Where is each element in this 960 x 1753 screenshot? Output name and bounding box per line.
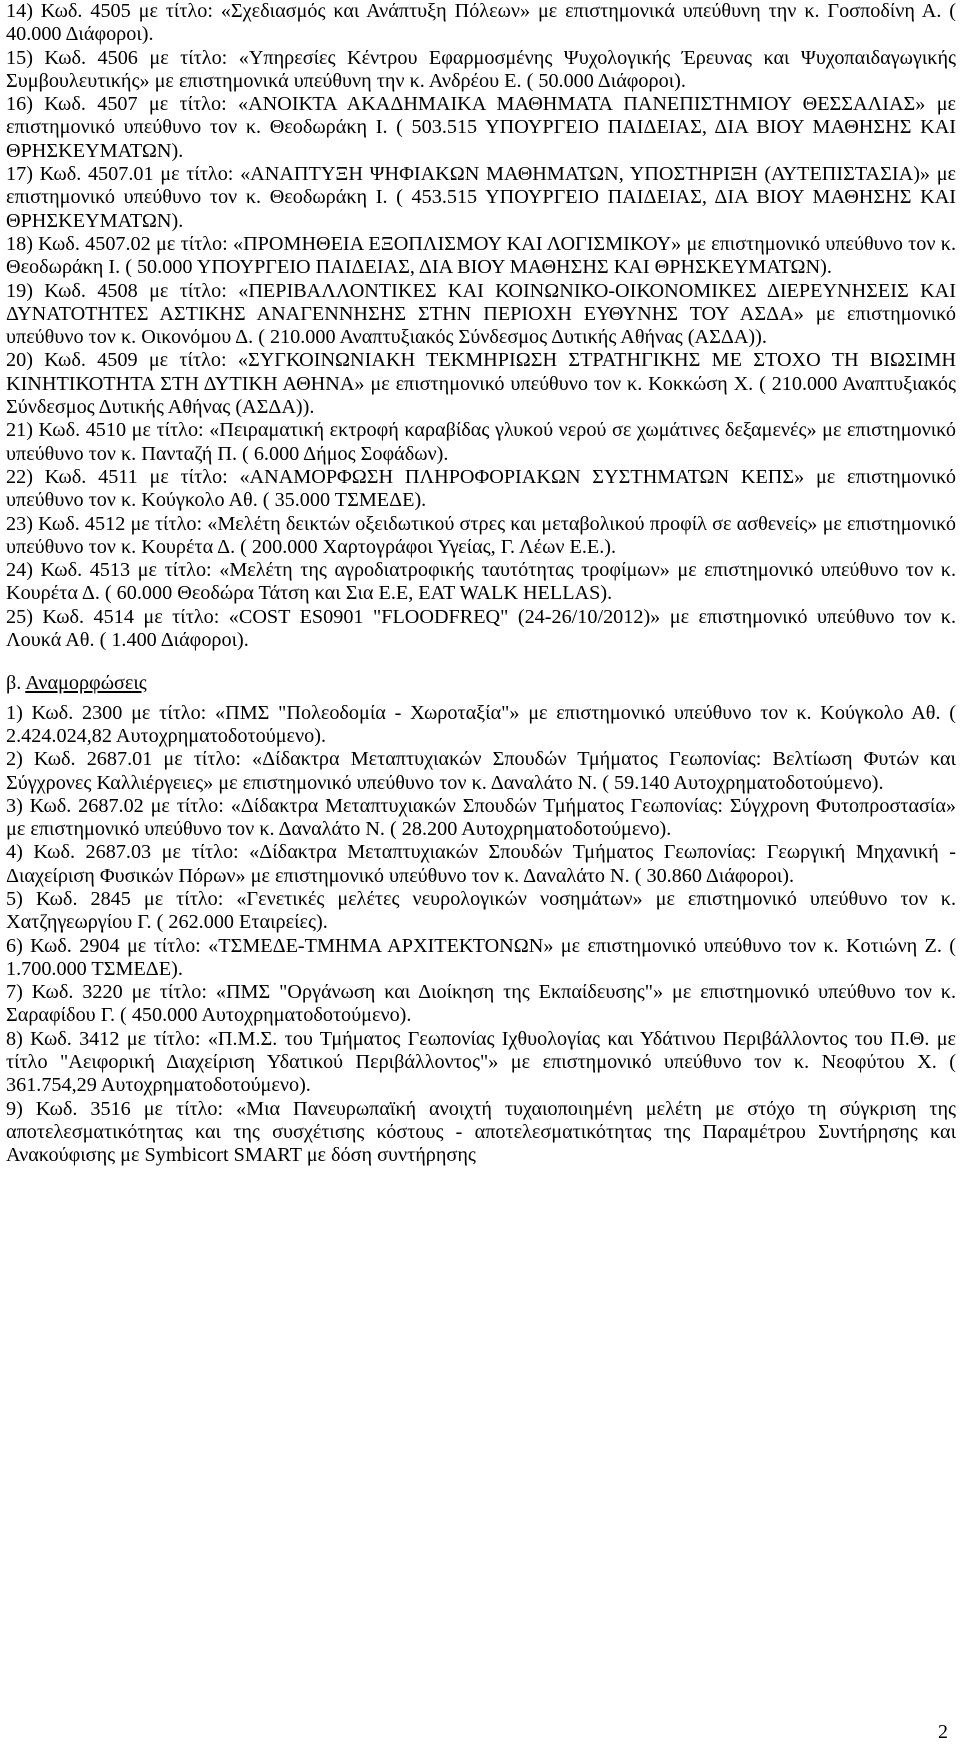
list-item: 5) Κωδ. 2845 με τίτλο: «Γενετικές μελέτες νευρολογικών νοσημάτων» με επιστημονικό υπεύθυνο τον κ. Χατζηγεωργίου Γ. ( 262.000 Εταιρείες). [6, 887, 956, 934]
list-item: 14) Κωδ. 4505 με τίτλο: «Σχεδιασμός και Ανάπτυξη Πόλεων» με επιστημονικά υπεύθυνη την κ. Γοσποδίνη Α. ( 40.000 Διάφοροι). [6, 0, 956, 46]
list-item: 23) Κωδ. 4512 με τίτλο: «Μελέτη δεικτών οξειδωτικού στρες και μεταβολικού προφίλ σε ασθενείς» με επιστημονικό υπεύθυνο τον κ. Κουρέτα Δ. ( 200.000 Χαρτογράφοι Υγείας, Γ. Λέων Ε.Ε.). [6, 512, 956, 558]
list-item: 17) Κωδ. 4507.01 με τίτλο: «ΑΝΑΠΤΥΞΗ ΨΗΦΙΑΚΩΝ ΜΑΘΗΜΑΤΩΝ, ΥΠΟΣΤΗΡΙΞΗ (ΑΥΤΕΠΙΣΤΑΣΙΑ)» με επιστημονικό υπεύθυνο τον κ. Θεοδωράκη Ι. ( 453.515 ΥΠΟΥΡΓΕΙΟ ΠΑΙΔΕΙΑΣ, ΔΙΑ ΒΙΟΥ ΜΑΘΗΣΗΣ ΚΑΙ ΘΡΗΣΚΕΥΜΑΤΩΝ). [6, 163, 956, 232]
list-item: 1) Κωδ. 2300 με τίτλο: «ΠΜΣ "Πολεοδομία - Χωροταξία"» με επιστημονικό υπεύθυνο τον κ. Κούγκολο Αθ. ( 2.424.024,82 Αυτοχρηματοδοτούμενο). [6, 701, 956, 747]
list-item: 3) Κωδ. 2687.02 με τίτλο: «Δίδακτρα Μεταπτυχιακών Σπουδών Τμήματος Γεωπονίας: Σύγχρονη Φυτοπροστασία» με επιστημονικό υπεύθυνο τον κ. Δαναλάτο Ν. ( 28.200 Αυτοχρηματοδοτούμενο). [6, 794, 956, 841]
list-item: 9) Κωδ. 3516 με τίτλο: «Μια Πανευρωπαϊκή ανοιχτή τυχαιοποιημένη μελέτη με στόχο τη σύγκριση της αποτελεσματικότητας και της συσχέτισης κόστους - αποτελεσματικότητας της Παραμέτρου Συντήρησης και Ανακούφισης με Symbicort SMART με δόση συντήρησης [6, 1097, 956, 1167]
list-item: 2) Κωδ. 2687.01 με τίτλο: «Δίδακτρα Μεταπτυχιακών Σπουδών Τμήματος Γεωπονίας: Βελτίωση Φυτών και Σύγχρονες Καλλιέργειες» με επιστημονικό υπεύθυνο τον κ. Δαναλάτο Ν. ( 59.140 Αυτοχρηματοδοτούμενο). [6, 748, 956, 794]
section-gap [6, 652, 956, 672]
list-item: 22) Κωδ. 4511 με τίτλο: «ΑΝΑΜΟΡΦΩΣΗ ΠΛΗΡΟΦΟΡΙΑΚΩΝ ΣΥΣΤΗΜΑΤΩΝ ΚΕΠΣ» με επιστημονικό υπεύθυνο τον κ. Κούγκολο Αθ. ( 35.000 ΤΣΜΕΔΕ). [6, 465, 956, 512]
list-item: 21) Κωδ. 4510 με τίτλο: «Πειραματική εκτροφή καραβίδας γλυκού νερού σε χωμάτινες δεξαμενές» με επιστημονικό υπεύθυνο τον κ. Πανταζή Π. ( 6.000 Δήμος Σοφάδων). [6, 419, 956, 465]
list-item: 8) Κωδ. 3412 με τίτλο: «Π.Μ.Σ. του Τμήματος Γεωπονίας Ιχθυολογίας και Υδάτινου Περιβάλλοντος του Π.Θ. με τίτλο "Αειφορική Διαχείριση Υδατικού Περιβάλλοντος"» με επιστημονικό υπεύθυνο τον κ. Νεοφύτου Χ. ( 361.754,29 Αυτοχρηματοδοτούμενο). [6, 1027, 956, 1097]
list-item: 7) Κωδ. 3220 με τίτλο: «ΠΜΣ "Οργάνωση και Διοίκηση της Εκπαίδευσης"» με επιστημονικό υπεύθυνο τον κ. Σαραφίδου Γ. ( 450.000 Αυτοχρηματοδοτούμενο). [6, 981, 956, 1027]
list-item: 19) Κωδ. 4508 με τίτλο: «ΠΕΡΙΒΑΛΛΟΝΤΙΚΕΣ ΚΑΙ ΚΟΙΝΩΝΙΚΟ-ΟΙΚΟΝΟΜΙΚΕΣ ΔΙΕΡΕΥΝΗΣΕΙΣ ΚΑΙ ΔΥΝΑΤΟΤΗΤΕΣ ΑΣΤΙΚΗΣ ΑΝΑΓΕΝΝΗΣΗΣ ΣΤΗΝ ΠΕΡΙΟΧΗ ΕΥΘΥΝΗΣ ΤΟΥ ΑΣΔΑ» με επιστημονικό υπεύθυνο τον κ. Οικονόμου Δ. ( 210.000 Αναπτυξιακός Σύνδεσμος Δυτικής Αθήνας (ΑΣΔΑ)). [6, 279, 956, 349]
list-item: 24) Κωδ. 4513 με τίτλο: «Μελέτη της αγροδιατροφικής ταυτότητας τροφίμων» με επιστημονικό υπεύθυνο τον κ. Κουρέτα Δ. ( 60.000 Θεοδώρα Τάτση και Σια Ε.Ε, EAT WALK HELLAS). [6, 559, 956, 605]
list-item: 25) Κωδ. 4514 με τίτλο: «COST ES0901 "FLOODFREQ" (24-26/10/2012)» με επιστημονικό υπεύθυνο τον κ. Λουκά Αθ. ( 1.400 Διάφοροι). [6, 605, 956, 652]
list-item: 15) Κωδ. 4506 με τίτλο: «Υπηρεσίες Κέντρου Εφαρμοσμένης Ψυχολογικής Έρευνας και Ψυχοπαιδαγωγικής Συμβουλευτικής» με επιστημονικά υπεύθυνη την κ. Ανδρέου Ε. ( 50.000 Διάφοροι). [6, 46, 956, 92]
list-item: 18) Κωδ. 4507.02 με τίτλο: «ΠΡΟΜΗΘΕΙΑ ΕΞΟΠΛΙΣΜΟΥ ΚΑΙ ΛΟΓΙΣΜΙΚΟΥ» με επιστημονικό υπεύθυνο τον κ. Θεοδωράκη Ι. ( 50.000 ΥΠΟΥΡΓΕΙΟ ΠΑΙΔΕΙΑΣ, ΔΙΑ ΒΙΟΥ ΜΑΘΗΣΗΣ ΚΑΙ ΘΡΗΣΚΕΥΜΑΤΩΝ). [6, 232, 956, 279]
page-number: 2 [938, 1721, 948, 1743]
section-b-prefix: β. [6, 672, 22, 695]
section-a-list [6, 0, 956, 652]
list-item: 6) Κωδ. 2904 με τίτλο: «ΤΣΜΕΔΕ-ΤΜΗΜΑ ΑΡΧΙΤΕΚΤΟΝΩΝ» με επιστημονικό υπεύθυνο τον κ. Κοτιώνη Ζ. ( 1.700.000 ΤΣΜΕΔΕ). [6, 934, 956, 980]
document-body [6, 0, 956, 1168]
section-b-list [6, 702, 956, 1168]
list-item: 16) Κωδ. 4507 με τίτλο: «ΑΝΟΙΚΤΑ ΑΚΑΔΗΜΑΙΚΑ ΜΑΘΗΜΑΤΑ ΠΑΝΕΠΙΣΤΗΜΙΟΥ ΘΕΣΣΑΛΙΑΣ» με επιστημονικό υπεύθυνο τον κ. Θεοδωράκη Ι. ( 503.515 ΥΠΟΥΡΓΕΙΟ ΠΑΙΔΕΙΑΣ, ΔΙΑ ΒΙΟΥ ΜΑΘΗΣΗΣ ΚΑΙ ΘΡΗΣΚΕΥΜΑΤΩΝ). [6, 93, 956, 162]
section-b-heading [6, 672, 956, 695]
list-item: 20) Κωδ. 4509 με τίτλο: «ΣΥΓΚΟΙΝΩΝΙΑΚΗ ΤΕΚΜΗΡΙΩΣΗ ΣΤΡΑΤΗΓΙΚΗΣ ΜΕ ΣΤΟΧΟ ΤΗ ΒΙΩΣΙΜΗ ΚΙΝΗΤΙΚΟΤΗΤΑ ΣΤΗ ΔΥΤΙΚΗ ΑΘΗΝΑ» με επιστημονικό υπεύθυνο τον κ. Κοκκώση Χ. ( 210.000 Αναπτυξιακός Σύνδεσμος Δυτικής Αθήνας (ΑΣΔΑ)). [6, 349, 956, 419]
section-b-title: Αναμορφώσεις [25, 672, 147, 695]
list-item: 4) Κωδ. 2687.03 με τίτλο: «Δίδακτρα Μεταπτυχιακών Σπουδών Τμήματος Γεωπονίας: Γεωργική Μηχανική - Διαχείριση Φυσικών Πόρων» με επιστημονικό υπεύθυνο τον κ. Δαναλάτο Ν. ( 30.860 Διάφοροι). [6, 841, 956, 887]
